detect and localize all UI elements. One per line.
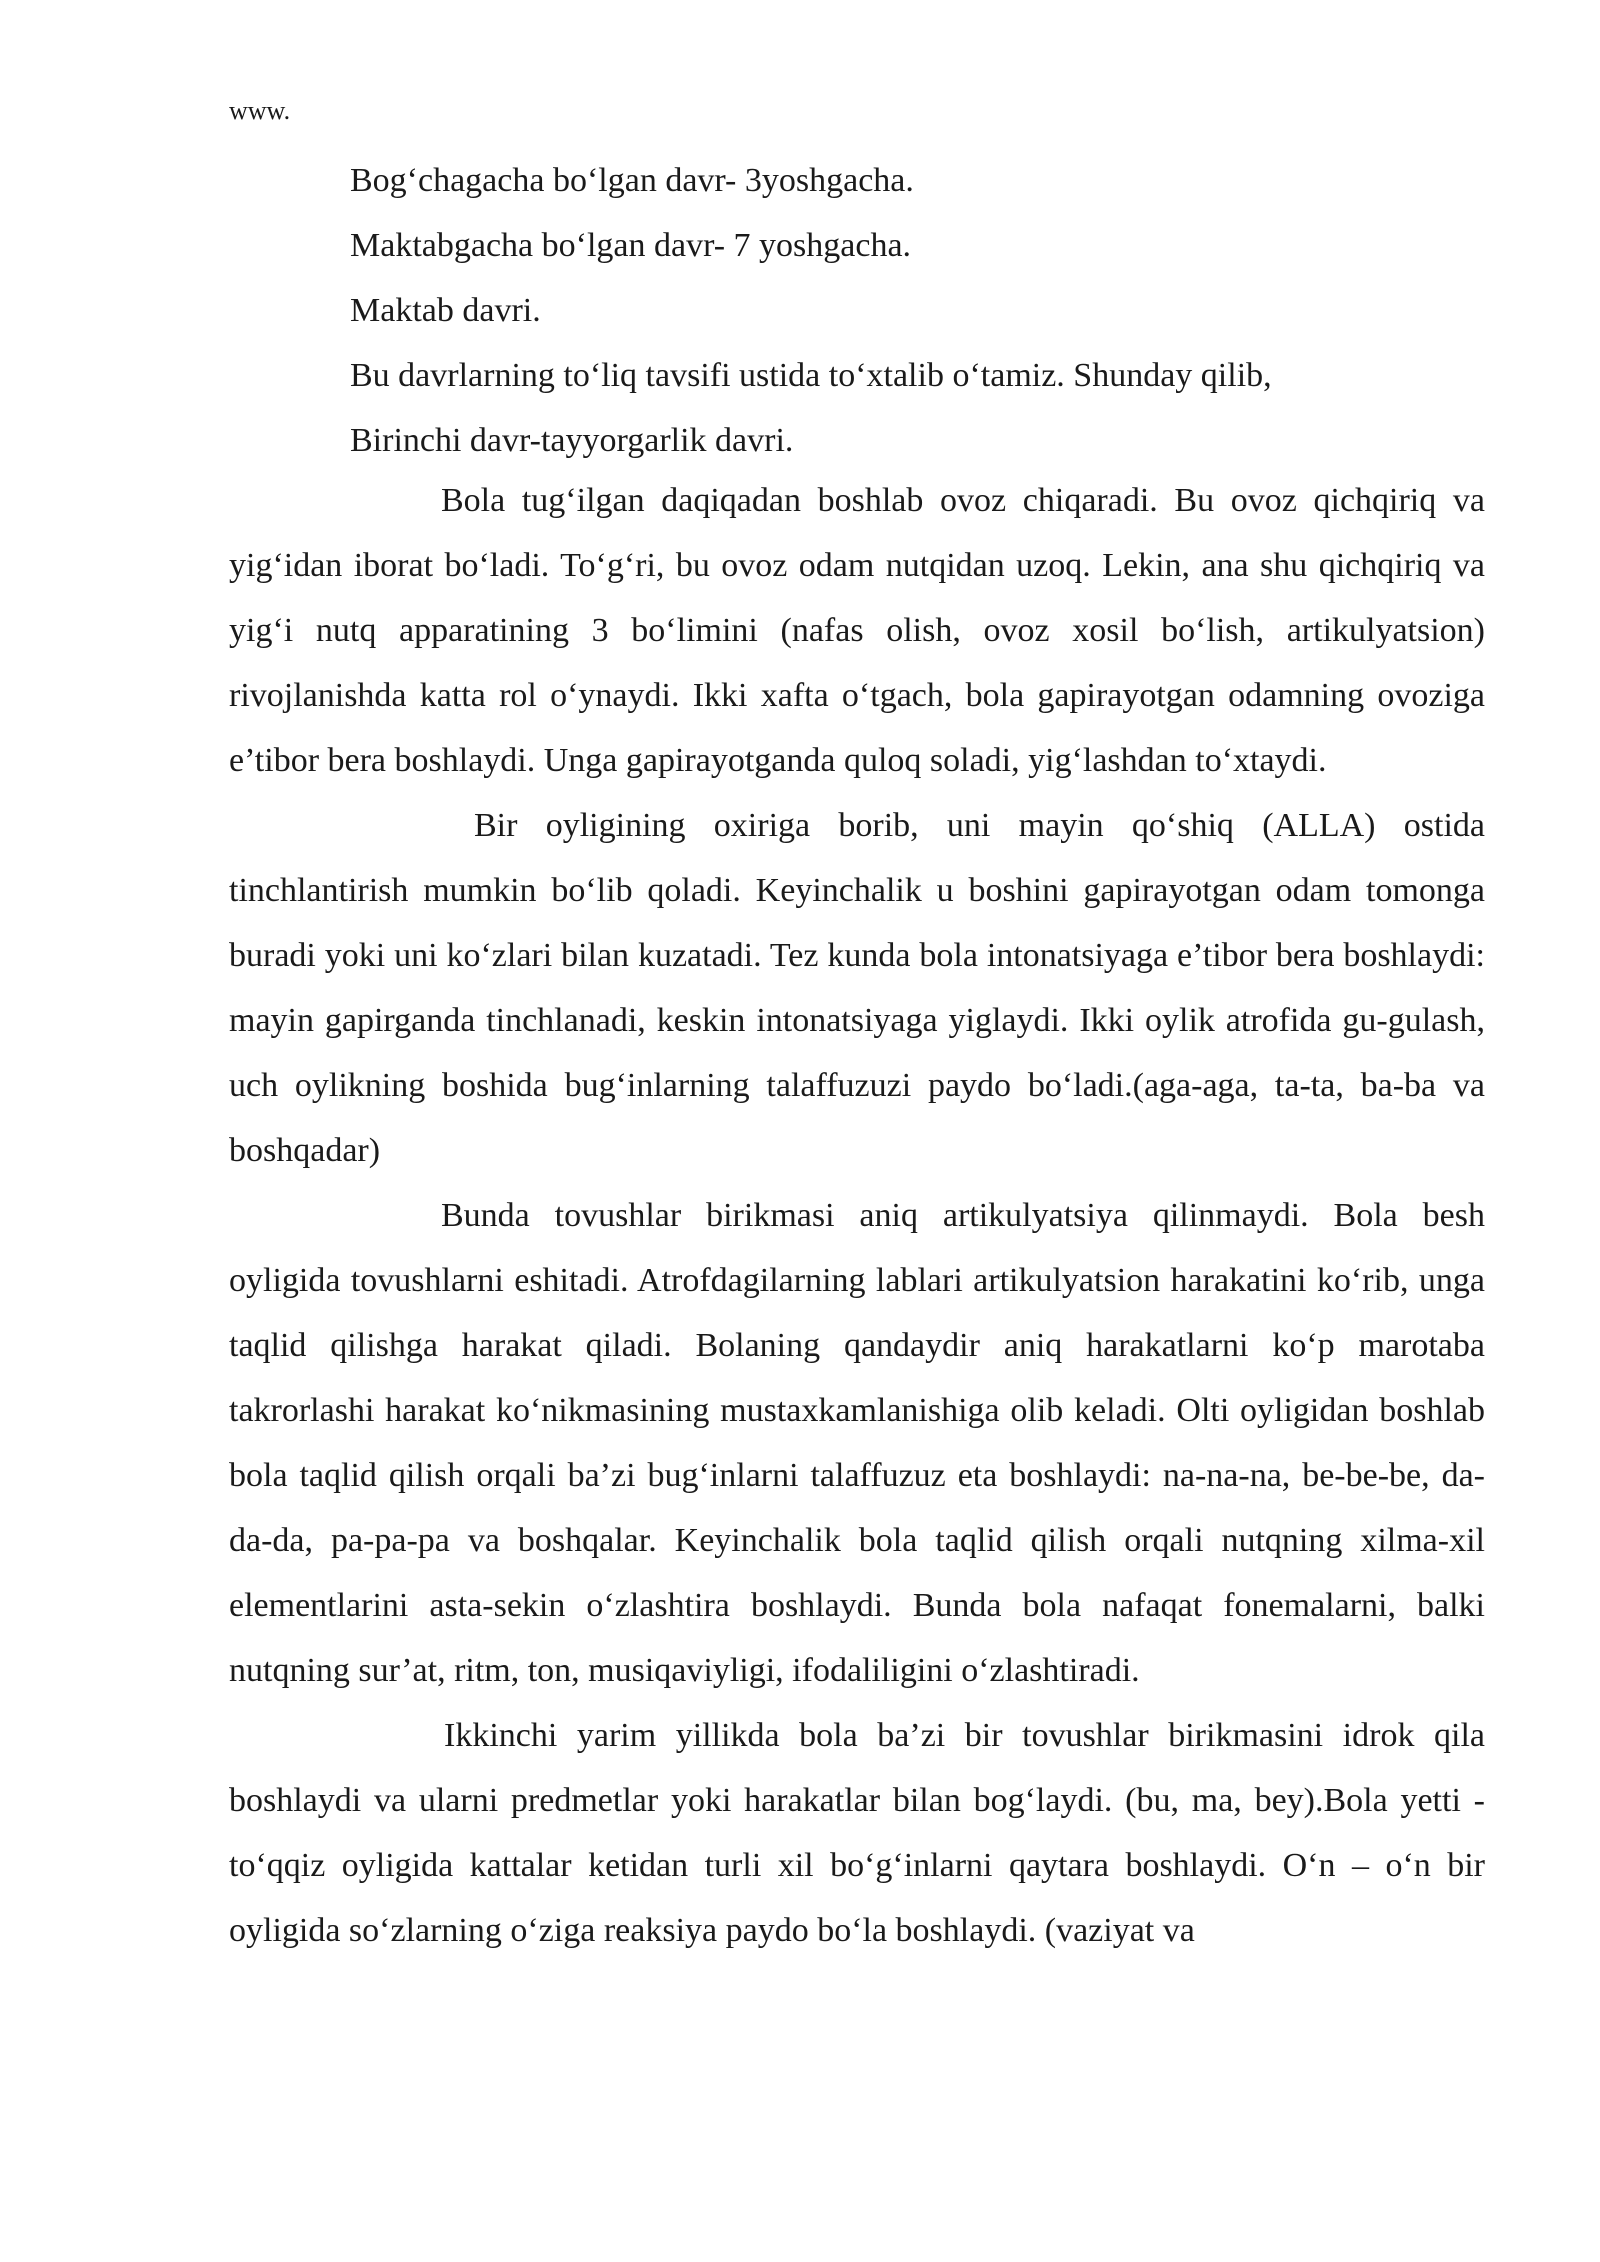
page-header: www.: [229, 96, 291, 125]
intro-line-school: Maktab davri.: [350, 292, 541, 329]
intro-line-preschool: Maktabgacha bo‘lgan davr- 7 yoshgacha.: [350, 227, 912, 264]
intro-line-summary: Bu davrlarning to‘liq tavsifi ustida to‘xtalib o‘tamiz. Shunday qilib,: [350, 357, 1272, 394]
paragraph-4: Ikkinchi yarim yillikda bola ba’zi bir tovushlar birikmasini idrok qila boshlaydi va ularni predmetlar yoki harakatlar bilan bog‘laydi. (bu, ma, bey).Bola yetti - to‘qqiz oyligida kattalar ketidan turli xil bo‘g‘inlarni qaytara boshlaydi. O‘n – o‘n bir oyligida so‘zlarning o‘ziga reaksiya paydo bo‘la boshlaydi. (vaziyat va: [229, 1717, 1485, 1949]
intro-list: [350, 148, 1490, 473]
intro-line-kindergarten: Bog‘chagacha bo‘lgan davr- 3yoshgacha.: [350, 162, 914, 199]
body-text: [229, 468, 1485, 1963]
paragraph-3: Bunda tovushlar birikmasi aniq artikulyatsiya qilinmaydi. Bola besh oyligida tovushlarni eshitadi. Atrofdagilarning lablari artikulyatsion harakatini ko‘rib, unga taqlid qilishga harakat qiladi. Bolaning qandaydir aniq harakatlarni ko‘p marotaba takrorlashi harakat ko‘nikmasining mustaxkamlanishiga olib keladi. Olti oyligidan boshlab bola taqlid qilish orqali ba’zi bug‘inlarni talaffuzuz eta boshlaydi: na-na-na, be-be-be, da-da-da, pa-pa-pa va boshqalar. Keyinchalik bola taqlid qilish orqali nutqning xilma-xil elementlarini asta-sekin o‘zlashtira boshlaydi. Bunda bola nafaqat fonemalarni, balki nutqning sur’at, ritm, ton, musiqaviyligi, ifodaliligini o‘zlashtiradi.: [229, 1197, 1485, 1689]
paragraph-1: Bola tug‘ilgan daqiqadan boshlab ovoz chiqaradi. Bu ovoz qichqiriq va yig‘idan iborat bo‘ladi. To‘g‘ri, bu ovoz odam nutqidan uzoq. Lekin, ana shu qichqiriq va yig‘i nutq apparatining 3 bo‘limini (nafas olish, ovoz xosil bo‘lish, artikulyatsion) rivojlanishda katta rol o‘ynaydi. Ikki xafta o‘tgach, bola gapirayotgan odamning ovoziga e’tibor bera boshlaydi. Unga gapirayotganda quloq soladi, yig‘lashdan to‘xtaydi.: [229, 482, 1485, 779]
intro-line-first-period: Birinchi davr-tayyorgarlik davri.: [350, 422, 794, 459]
paragraph-2: Bir oyligining oxiriga borib, uni mayin qo‘shiq (ALLA) ostida tinchlantirish mumkin bo‘lib qoladi. Keyinchalik u boshini gapirayotgan odam tomonga buradi yoki uni ko‘zlari bilan kuzatadi. Tez kunda bola intonatsiyaga e’tibor bera boshlaydi: mayin gapirganda tinchlanadi, keskin intonatsiyaga yiglaydi. Ikki oylik atrofida gu-gulash, uch oylikning boshida bug‘inlarning talaffuzuzi paydo bo‘ladi.(aga-aga, ta-ta, ba-ba va boshqadar): [229, 807, 1485, 1169]
